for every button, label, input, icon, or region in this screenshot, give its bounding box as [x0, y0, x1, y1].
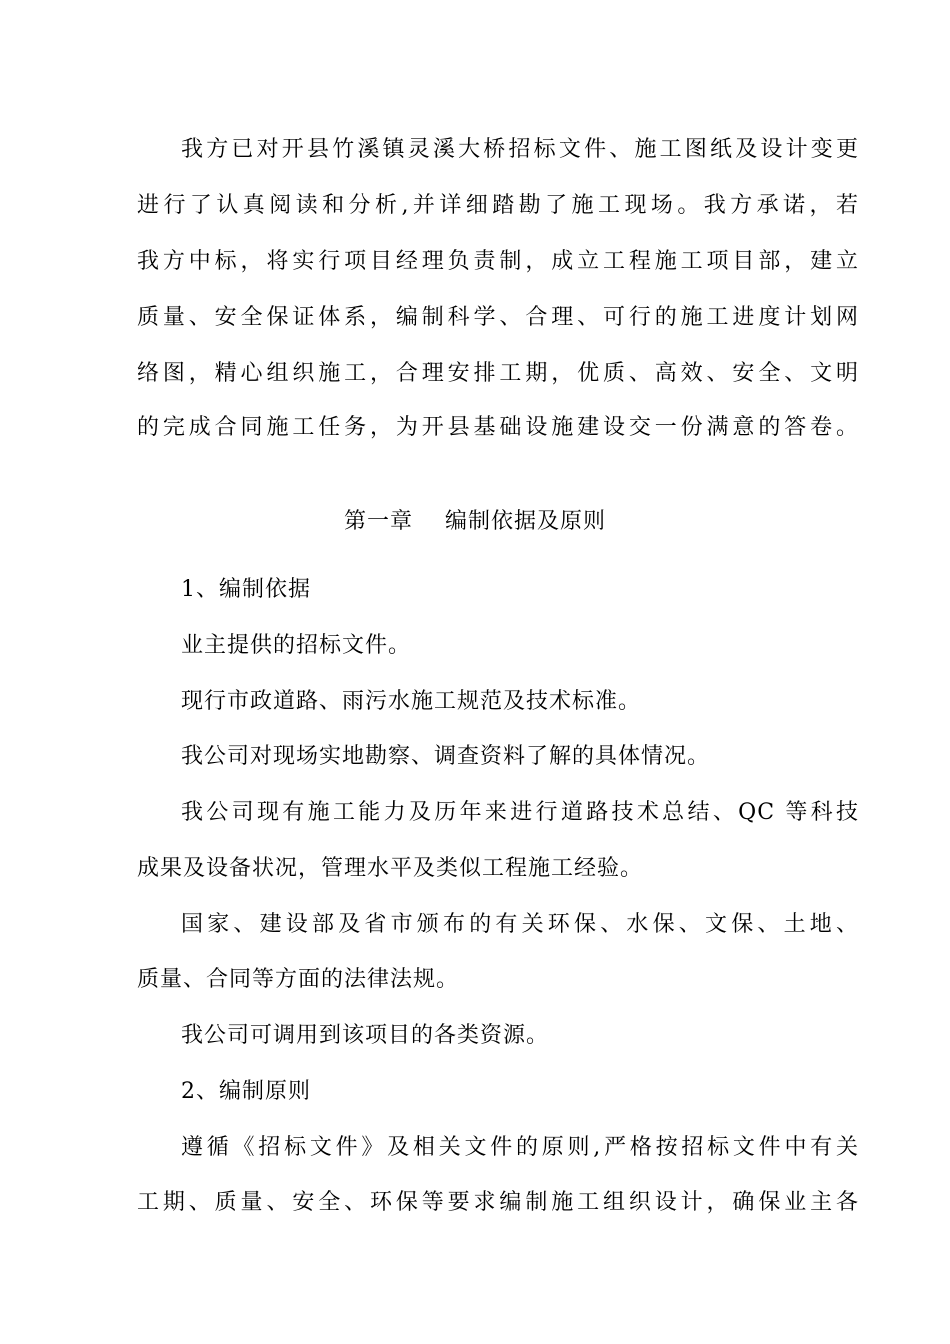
intro-line-4: 质量、安全保证体系，编制科学、合理、可行的施工进度计划网 [137, 305, 859, 330]
section-1-heading: 1、编制依据 [181, 577, 311, 602]
section-1-item-6: 我公司可调用到该项目的各类资源。 [181, 1023, 550, 1048]
section-1-item-4-line-1: 我公司现有施工能力及历年来进行道路技术总结、QC 等科技 [181, 800, 859, 825]
intro-line-3: 我方中标，将实行项目经理负责制，成立工程施工项目部，建立 [137, 249, 859, 274]
section-1-item-4-line-2: 成果及设备状况，管理水平及类似工程施工经验。 [137, 856, 644, 881]
section-1-item-1: 业主提供的招标文件。 [181, 633, 412, 658]
section-1-item-5-line-1: 国家、建设部及省市颁布的有关环保、水保、文保、土地、 [181, 912, 859, 937]
intro-line-5: 络图，精心组织施工，合理安排工期，优质、高效、安全、文明 [137, 361, 859, 386]
section-1-item-2: 现行市政道路、雨污水施工规范及技术标准。 [181, 689, 642, 714]
intro-line-2: 进行了认真阅读和分析,并详细踏勘了施工现场。我方承诺，若 [137, 193, 859, 218]
section-2-heading: 2、编制原则 [181, 1079, 311, 1104]
intro-line-6: 的完成合同施工任务，为开县基础设施建设交一份满意的答卷。 [137, 415, 859, 440]
chapter-title: 第一章 编制依据及原则 [344, 509, 606, 534]
section-2-para-line-1: 遵循《招标文件》及相关文件的原则,严格按招标文件中有关 [181, 1135, 859, 1160]
section-1-item-5-line-2: 质量、合同等方面的法律法规。 [137, 967, 460, 992]
section-1-item-3: 我公司对现场实地勘察、调查资料了解的具体情况。 [181, 744, 711, 769]
intro-line-1: 我方已对开县竹溪镇灵溪大桥招标文件、施工图纸及设计变更 [181, 137, 859, 162]
section-2-para-line-2: 工期、质量、安全、环保等要求编制施工组织设计，确保业主各 [137, 1190, 859, 1215]
